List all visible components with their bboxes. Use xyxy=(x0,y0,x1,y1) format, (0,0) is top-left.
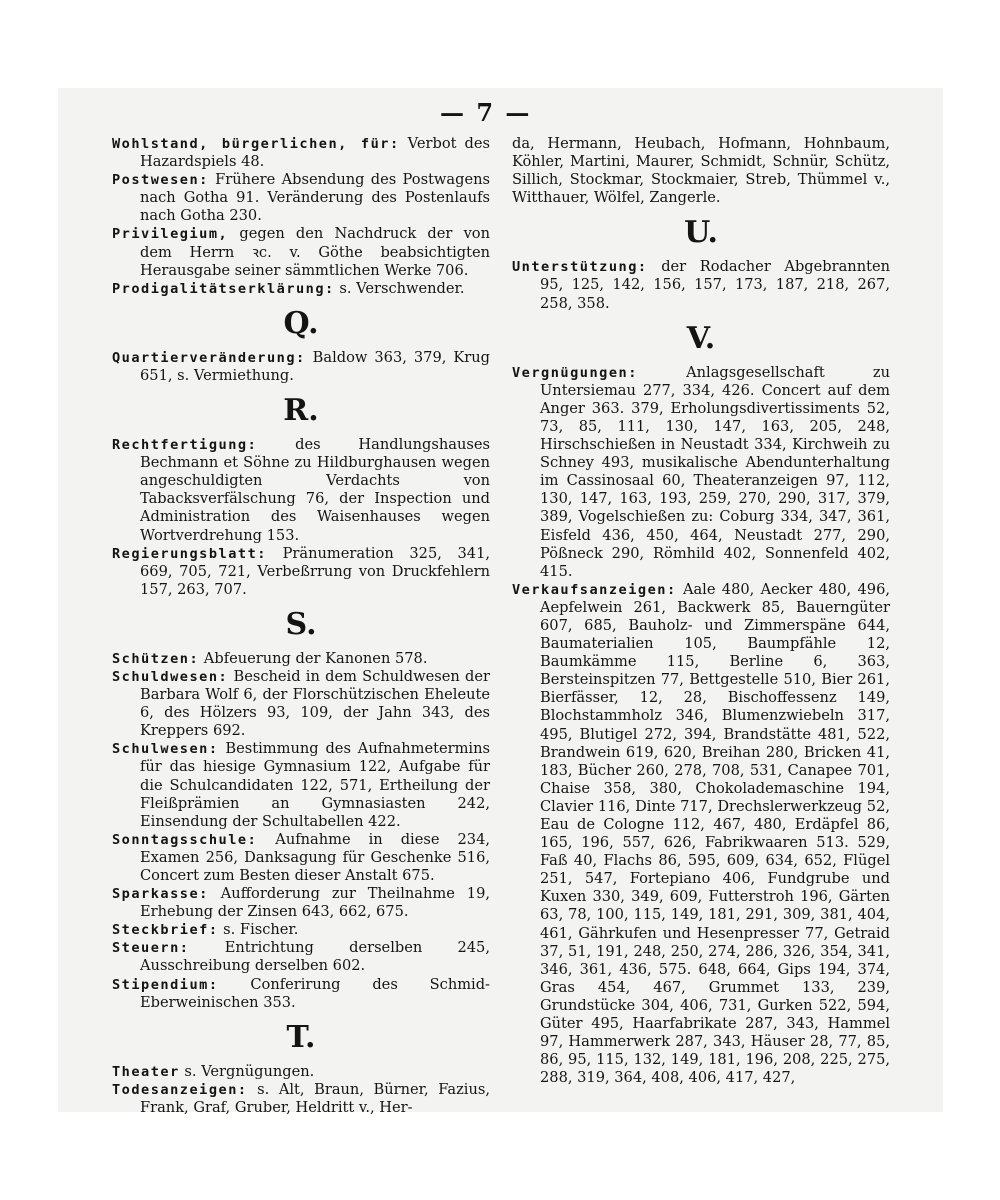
continued-entry: da, Hermann, Heubach, Hofmann, Hohnbaum, Köhler, Martini, Maurer, Schmidt, Schnür, Schütz, Sillich, Stockmar, Stockmaier, Streb, Thümmel v., Witthauer, Wölfel, Zangerle. xyxy=(512,135,890,207)
entry-heading: Verkaufsanzeigen: xyxy=(512,581,677,598)
entry-text: Aale 480, Aecker 480, 496, Aepfelwein 261, Backwerk 85, Bauerngüter 607, 685, Bauholz- und Zimmerspäne 644, Baumaterialien 105, Baumpfähle 12, Baumkämme 115, Berline 6, 363, Bersteinspitzen 77, Bettgestelle 510, Bier 261, Bierfässer, 12, 28, Bischoffessenz 149, Blochstammholz 346, Blumenzwiebeln 317, 495, Blutigel 272, 394, Brandstätte 481, 522, Brandwein 619, 620, Breihan 280, Bricken 41, 183, Bücher 260, 278, 708, 531, Canapee 701, Chaise 358, 380, Chokolademaschine 194, Clavier 116, Dinte 717, Drechslerwerkzeug 52, Eau de Cologne 112, 467, 480, Erdäpfel 86, 165, 196, 557, 626, Fabrikwaaren 513. 529, Faß 40, Flachs 86, 595, 609, 634, 652, Flügel 251, 547, Fortepiano 406, Fundgrube und Kuxen 330, 349, 609, Futterstroh 196, Gärten 63, 78, 100, 115, 149, 181, 291, 309, 381, 404, 461, Gährkufen und Hesenpresser 77, Getraid 37, 51, 191, 248, 250, 274, 286, 326, 354, 341, 346, 361, 436, 575. 648, 664, Gips 194, 374, Gras 454, 467, Grummet 133, 239, Grundstücke 304, 406, 731, Gurken 522, 594, Güter 495, Haarfabrikate 287, 343, Hammel 97, Hammerwerk 287, 343, Häuser 28, 77, 85, 86, 95, 115, 132, 149, 181, 196, 208, 225, 275, 288, 319, 364, 408, 406, 417, 427, xyxy=(540,580,890,1087)
entry-text: Abfeuerung der Kanonen 578. xyxy=(199,649,428,667)
entry-text: Frühere Absendung des Postwagens nach Gotha 91. Veränderung des Postenlaufs nach Gotha 230. xyxy=(140,171,490,225)
entry-text: Conferirung des Schmid-Eberweinischen 353. xyxy=(140,975,490,1011)
index-entry xyxy=(112,668,490,740)
entry-text: s. Verschwender. xyxy=(334,279,465,297)
entry-text: gegen den Nachdruck der von dem Herrn ꝛc. v. Göthe beabsichtigten Herausgabe seiner sämmtlichen Werke 706. xyxy=(140,225,490,279)
entry-heading: Schützen: xyxy=(112,650,200,667)
entry-heading: Unterstützung: xyxy=(512,259,648,276)
index-entry xyxy=(112,921,490,939)
entry-text: Entrichtung derselben 245, Ausschreibung derselben 602. xyxy=(140,939,490,975)
entry-heading: Steuern: xyxy=(112,940,190,957)
entry-text: des Handlungshauses Bechmann et Söhne zu Hildburghausen wegen angeschuldigten Verdachts von Tabacksverfälschung 76, der Inspection und Administration des Waisenhauses wegen Wortverdrehung 153. xyxy=(140,436,490,544)
index-entry xyxy=(112,171,490,225)
right-column xyxy=(512,135,890,1087)
index-entry xyxy=(112,1081,490,1117)
index-entry xyxy=(112,225,490,279)
entry-text: s. Alt, Braun, Bürner, Fazius, Frank, Graf, Gruber, Heldritt v., Her- xyxy=(140,1080,490,1116)
entry-heading: Regierungsblatt: xyxy=(112,545,267,562)
index-entry xyxy=(112,545,490,599)
entry-text: der Rodacher Abgebrannten 95, 125, 142, 156, 157, 173, 187, 218, 267, 258, 358. xyxy=(540,258,890,312)
index-entry xyxy=(112,885,490,921)
index-entry xyxy=(112,740,490,830)
entry-text: Aufnahme in diese 234, Examen 256, Danksagung für Geschenke 516, Concert zum Besten dieser Anstalt 675. xyxy=(140,830,490,884)
entry-text: Baldow 363, 379, Krug 651, s. Vermiethung. xyxy=(140,348,490,384)
entry-heading: Wohlstand, bürgerlichen, für: xyxy=(112,136,400,152)
page-number: — 7 — xyxy=(440,98,532,127)
entry-text: Anlagsgesellschaft zu Untersiemau 277, 334, 426. Concert auf dem Anger 363. 379, Erholungsdivertissiments 52, 73, 85, 111, 130, 147, 163, 205, 248, Hirschschießen in Neustadt 334, Kirchweih zu Schney 493, musikalische Abendunterhaltung im Cassinosaal 60, Theateranzeigen 97, 112, 130, 147, 163, 193, 259, 270, 290, 317, 379, 389, Vogelschießen zu: Coburg 334, 347, 361, Eisfeld 436, 450, 464, Neustadt 277, 290, Pößneck 290, Römhild 402, Sonnenfeld 402, 415. xyxy=(540,363,890,580)
entry-heading: Sparkasse: xyxy=(112,886,209,903)
entry-text: s. Vergnügungen. xyxy=(179,1062,315,1080)
section-letter: U. xyxy=(684,215,718,251)
section-letter: Q. xyxy=(283,305,319,341)
index-entry xyxy=(512,581,890,1088)
entry-heading: Quartierveränderung: xyxy=(112,349,306,366)
entry-text: Pränumeration 325, 341, 669, 705, 721, Verbeßrrung von Druckfehlern 157, 263, 707. xyxy=(140,544,490,598)
section-letter: S. xyxy=(285,606,317,642)
entry-heading: Steckbrief: xyxy=(112,922,219,939)
entry-text: Bescheid in dem Schuldwesen der Barbara Wolf 6, der Florschützischen Eheleute 6, des Hölzers 93, 109, der Jahn 343, des Kreppers 692. xyxy=(140,667,490,740)
index-entry xyxy=(512,364,890,581)
entry-heading: Privilegium, xyxy=(112,226,229,243)
entry-heading: Schuldwesen: xyxy=(112,668,229,685)
entry-text: Bestimmung des Aufnahmetermins für das hiesige Gymnasium 122, Aufgabe für die Schulcandidaten 122, 571, Ertheilung der Fleißprämien an Gymnasiasten 242, Einsendung der Schultabellen 422. xyxy=(140,740,490,830)
entry-heading: Vergnügungen: xyxy=(512,364,638,381)
entry-heading: Rechtfertigung: xyxy=(112,437,258,454)
entry-heading: Sonntagsschule: xyxy=(112,831,258,848)
section-letter: R. xyxy=(283,393,319,429)
entry-text: s. Fischer. xyxy=(218,921,299,939)
entry-heading: Prodigalitätserklärung: xyxy=(112,280,335,297)
entry-heading: Postwesen: xyxy=(112,172,209,189)
index-entry xyxy=(112,831,490,885)
entry-heading: Schulwesen: xyxy=(112,741,219,758)
index-entry xyxy=(112,650,490,668)
index-entry xyxy=(112,939,490,975)
index-entry xyxy=(112,280,490,298)
entry-heading: Todesanzeigen: xyxy=(112,1081,248,1098)
left-column xyxy=(112,135,490,1117)
index-entry xyxy=(112,976,490,1012)
entry-text: Aufforderung zur Theilnahme 19, Erhebung der Zinsen 643, 662, 675. xyxy=(140,885,490,921)
index-entry xyxy=(112,1063,490,1081)
index-entry xyxy=(112,135,490,171)
entry-heading: Theater xyxy=(112,1063,180,1080)
entry-text: Verbot des Hazardspiels 48. xyxy=(140,135,490,171)
entry-heading: Stipendium: xyxy=(112,976,219,993)
section-letter: V. xyxy=(686,320,716,356)
index-entry xyxy=(112,349,490,385)
index-entry xyxy=(512,258,890,312)
index-entry xyxy=(112,436,490,545)
section-letter: T. xyxy=(286,1019,316,1055)
